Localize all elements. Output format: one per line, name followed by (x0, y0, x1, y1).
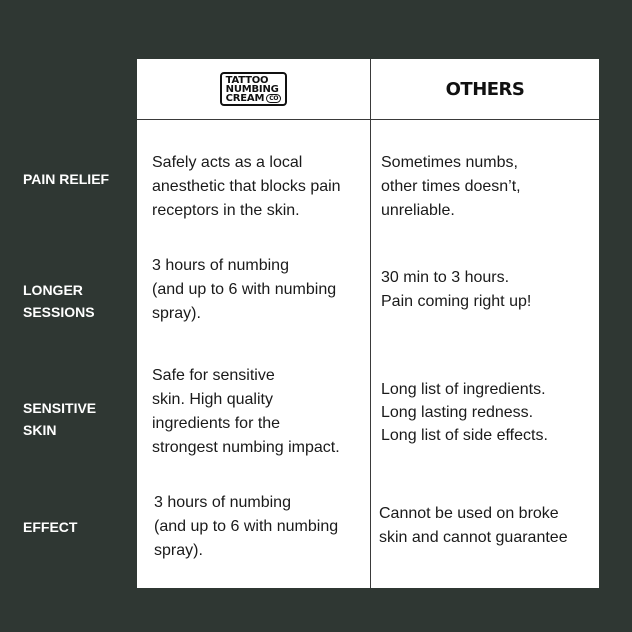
cell-line: unreliable. (381, 202, 455, 219)
row-label-sensitive-skin (23, 397, 133, 441)
cell-line: Safe for sensitive (152, 367, 275, 384)
cell-line: skin. High quality (152, 391, 273, 408)
cell-line: 30 min to 3 hours. (381, 269, 510, 286)
cell-line: Long list of side effects. (381, 427, 548, 444)
brand-logo-line-text: CREAM (225, 93, 265, 104)
cell-line: (and up to 6 with numbing (152, 281, 337, 298)
cell-line: Long lasting redness. (381, 404, 534, 421)
cell-ours-longer-sessions (152, 254, 366, 326)
cell-line: Safely acts as a local (152, 154, 303, 171)
brand-logo (220, 72, 288, 106)
cell-ours-sensitive-skin (152, 364, 366, 460)
header-brand-cell (137, 59, 370, 119)
cell-line: Pain coming right up! (381, 293, 532, 310)
cell-line: skin and cannot guarantee (379, 529, 568, 546)
cell-ours-pain-relief (152, 151, 366, 223)
row-label-line: LONGER (23, 282, 83, 298)
cell-line: 3 hours of numbing (152, 257, 289, 274)
row-label-longer-sessions (23, 279, 133, 323)
cell-line: spray). (154, 542, 203, 559)
row-label-pain-relief (23, 168, 133, 190)
cell-line: spray). (152, 305, 201, 322)
cell-others-longer-sessions (381, 266, 595, 314)
header-others-cell (371, 59, 599, 119)
cell-others-pain-relief (381, 151, 595, 223)
row-label-line: SKIN (23, 422, 57, 438)
cell-others-sensitive-skin (381, 378, 595, 447)
cell-line: Cannot be used on broke (379, 505, 559, 522)
brand-logo-badge: CO (266, 94, 281, 103)
cell-line: ingredients for the (152, 415, 281, 432)
cell-line: (and up to 6 with numbing (154, 518, 339, 535)
row-label-line: EFFECT (23, 519, 78, 535)
row-label-line: PAIN RELIEF (23, 171, 110, 187)
cell-line: receptors in the skin. (152, 202, 300, 219)
cell-others-effect (379, 502, 597, 550)
cell-line: anesthetic that blocks pain (152, 178, 341, 195)
cell-ours-effect (154, 491, 368, 563)
cell-line: Long list of ingredients. (381, 381, 546, 398)
row-label-line: SESSIONS (23, 304, 95, 320)
cell-line: strongest numbing impact. (152, 439, 340, 456)
column-divider (370, 59, 371, 588)
brand-logo-line: NUMBING (225, 84, 279, 95)
row-label-effect (23, 516, 133, 538)
others-title: OTHERS (445, 78, 525, 100)
header-divider (137, 119, 599, 120)
cell-line: other times doesn’t, (381, 178, 521, 195)
brand-logo-line (226, 94, 282, 103)
brand-logo-line: TATTOO (225, 75, 269, 86)
cell-line: Sometimes numbs, (381, 154, 518, 171)
row-label-line: SENSITIVE (23, 400, 97, 416)
cell-line: 3 hours of numbing (154, 494, 291, 511)
comparison-table (137, 59, 599, 588)
